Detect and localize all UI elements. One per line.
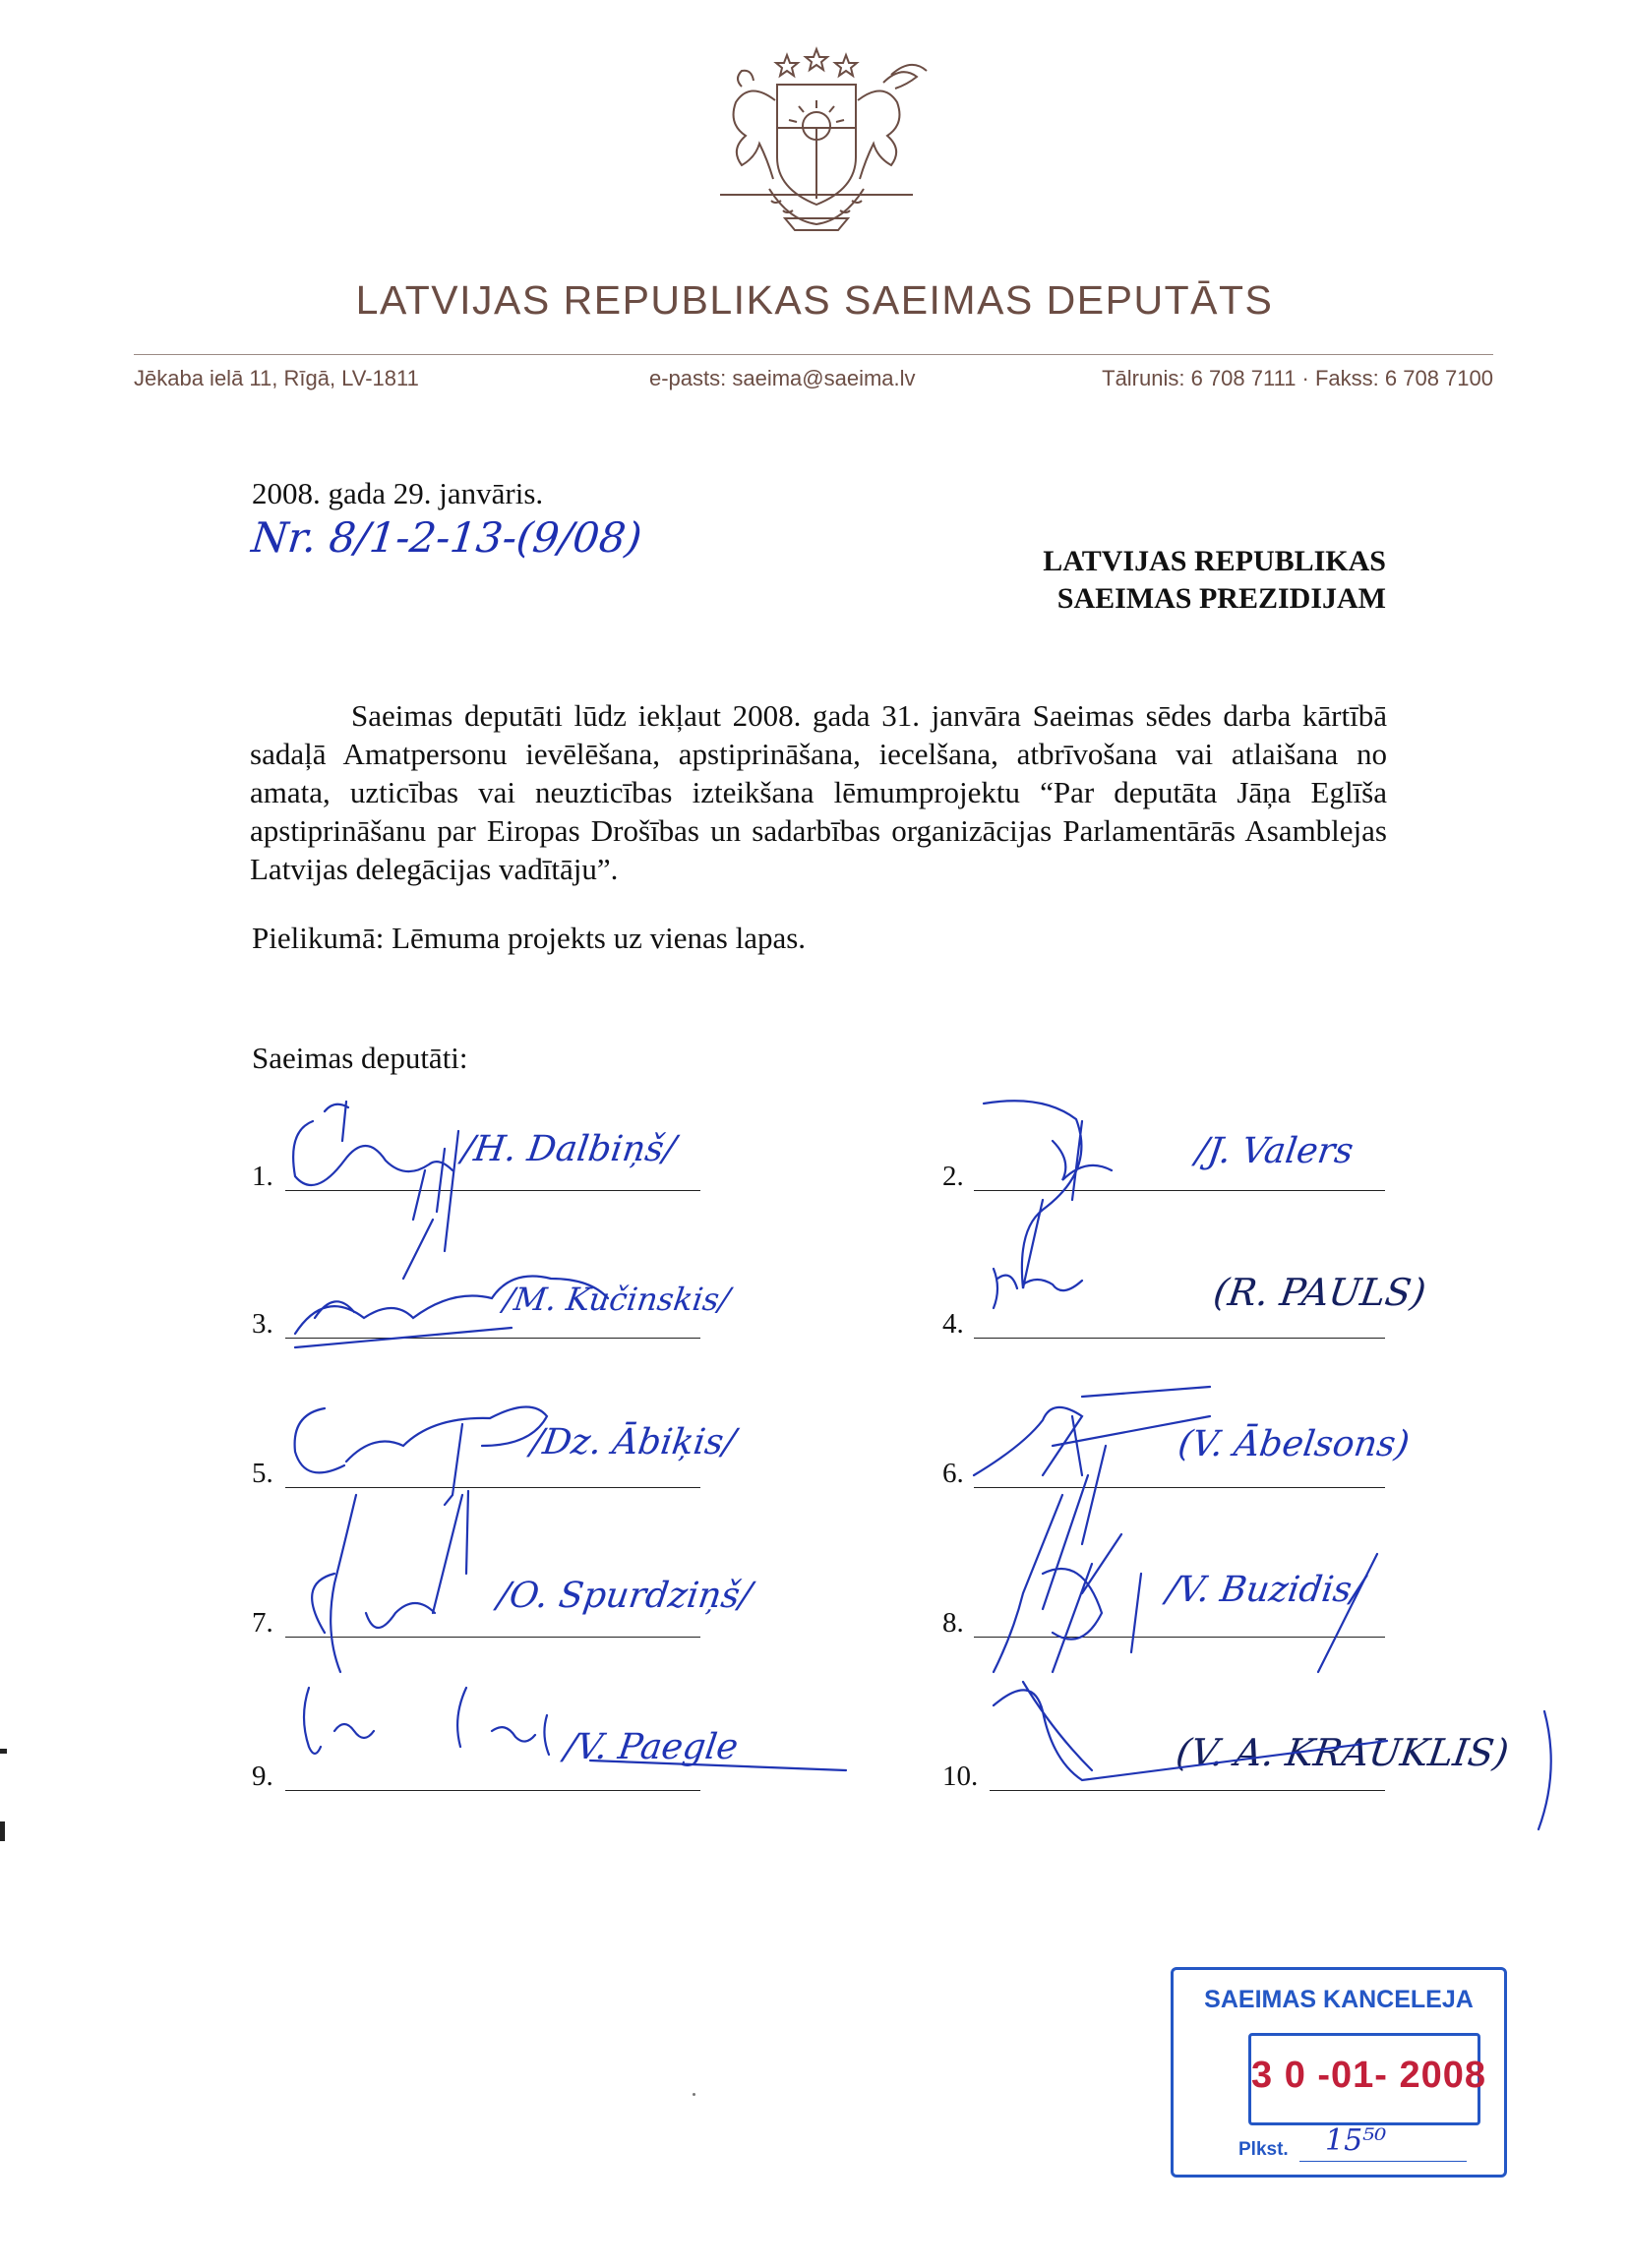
signature-number: 9.	[252, 1761, 273, 1792]
letterhead-divider	[134, 354, 1493, 355]
letterhead-title: LATVIJAS REPUBLIKAS SAEIMAS DEPUTĀTS	[355, 277, 1274, 323]
signature-number: 2.	[942, 1161, 964, 1192]
signatures-heading: Saeimas deputāti:	[252, 1041, 468, 1075]
scan-edge-mark	[0, 1821, 5, 1841]
crest-griffin	[858, 90, 899, 179]
signatory-name: /Dz. Ābiķis/	[528, 1422, 739, 1462]
signature-scribble-5	[295, 1406, 547, 1574]
letterhead-email: e-pasts: saeima@saeima.lv	[649, 366, 916, 390]
signatory-name: /O. Spurdziņš/	[495, 1576, 754, 1616]
addressee-line-1: LATVIJAS REPUBLIKAS	[1043, 545, 1386, 577]
stamp-title: SAEIMAS KANCELEJA	[1204, 1986, 1474, 2013]
signature-scribble-4	[994, 1269, 1082, 1308]
signature-number: 7.	[252, 1607, 273, 1639]
signature-number: 10.	[942, 1761, 979, 1792]
document-date: 2008. gada 29. janvāris.	[252, 476, 544, 510]
scan-speck	[693, 2093, 695, 2096]
attachment-note: Pielikumā: Lēmuma projekts uz vienas lapas.	[252, 921, 807, 955]
signature-line	[990, 1790, 1385, 1791]
signature-number: 6.	[942, 1458, 964, 1489]
signature-line	[285, 1487, 700, 1488]
signature-number: 1.	[252, 1161, 273, 1192]
reception-stamp	[1171, 1967, 1507, 2178]
signatory-name: /V. Paegle	[562, 1727, 741, 1767]
signature-number: 8.	[942, 1607, 964, 1639]
stamp-time-label: Plkst.	[1238, 2139, 1289, 2160]
signature-line	[974, 1190, 1385, 1191]
signatory-name: (V. A. KRAUKLIS)	[1173, 1731, 1512, 1774]
stamp-date: 3 0 -01- 2008	[1251, 2055, 1487, 2096]
addressee-line-2: SAEIMAS PREZIDIJAM	[1056, 582, 1386, 615]
crest-lion	[734, 90, 775, 179]
signature-scribble-7	[312, 1495, 462, 1672]
signature-line	[285, 1338, 700, 1339]
signatory-name: /H. Dalbiņš/	[459, 1129, 679, 1169]
signature-line	[974, 1338, 1385, 1339]
signatory-name: /V. Buzidis/	[1164, 1570, 1366, 1610]
crest-stars	[776, 49, 857, 76]
scan-edge-mark	[0, 1749, 7, 1754]
stamp-time-line	[1299, 2161, 1467, 2162]
signature-line	[974, 1637, 1385, 1638]
signatory-name: /J. Valers	[1193, 1131, 1357, 1171]
signature-line	[974, 1487, 1385, 1488]
signature-number: 4.	[942, 1308, 964, 1340]
stamp-date-box	[1248, 2033, 1487, 2125]
signatory-name: /M. Kučinskis/	[501, 1281, 733, 1318]
signature-number: 5.	[252, 1458, 273, 1489]
signatory-name: (R. PAULS)	[1210, 1271, 1429, 1314]
letterhead-address: Jēkaba ielā 11, Rīgā, LV-1811	[134, 366, 419, 390]
letterhead-phone-fax: Tālrunis: 6 708 7111 · Fakss: 6 708 7100	[1102, 366, 1493, 390]
signature-line	[285, 1190, 700, 1191]
addressee	[1043, 543, 1386, 618]
signature-number: 3.	[252, 1308, 273, 1340]
stamp-time-value: 15⁵⁰	[1325, 2123, 1387, 2158]
signatory-name: (V. Ābelsons)	[1176, 1424, 1413, 1464]
signature-scribble-2	[984, 1101, 1112, 1288]
coat-of-arms-icon	[691, 41, 942, 238]
body-paragraph: Saeimas deputāti lūdz iekļaut 2008. gada 31. janvāra Saeimas sēdes darba kārtībā sadaļā Amatpersonu ievēlēšana, apstiprināšana, iecelšana, atbrīvošana vai atlaišana no amata, uzticības vai neuzticības izteikšana lēmumprojektu “Par deputāta Jāņa Eglīša apstiprināšanu par Eiropas Drošības un sadarbības organizācijas Parlamentārās Asamblejas Latvijas delegācijas vadītāju”.	[250, 698, 1387, 886]
signature-line	[285, 1790, 700, 1791]
signature-line	[285, 1637, 700, 1638]
document-reference-number: Nr. 8/1-2-13-(9/08)	[249, 513, 644, 562]
